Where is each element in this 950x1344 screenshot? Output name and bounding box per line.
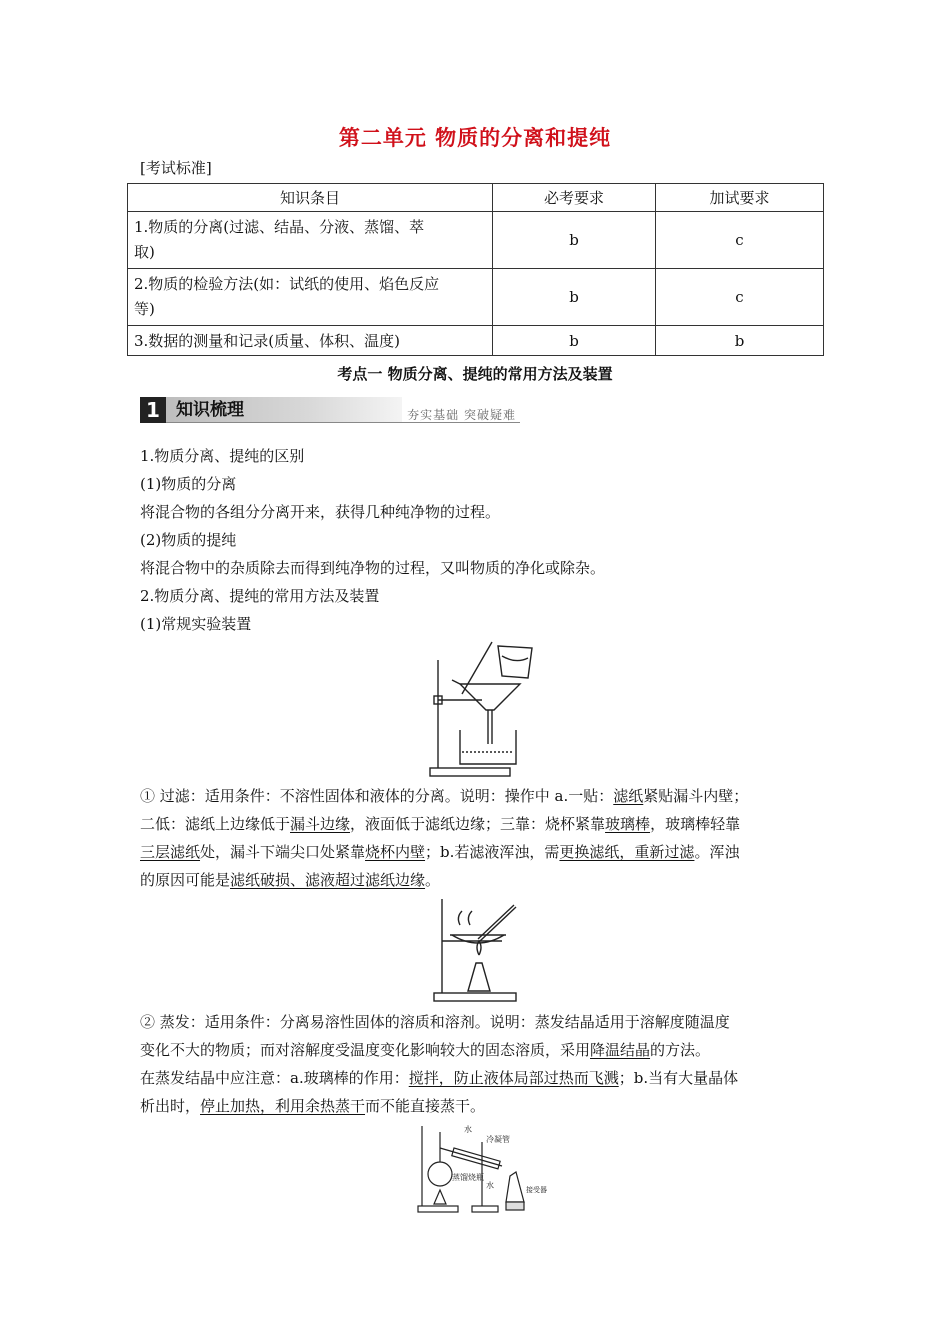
section-banner	[140, 397, 520, 425]
row-item-line1: 1.物质的分离(过滤、结晶、分液、蒸馏、萃	[134, 218, 425, 236]
header-item: 知识条目	[128, 184, 493, 212]
row-required: b	[493, 212, 656, 269]
banner-subtitle: 夯实基础 突破疑难	[407, 408, 516, 422]
row-advanced: c	[656, 269, 824, 326]
row-item-line1: 2.物质的检验方法(如：试纸的使用、焰色反应	[134, 275, 440, 293]
table-row	[128, 326, 824, 356]
answer-blank: 玻璃棒	[605, 815, 651, 833]
distillation-apparatus-figure	[412, 1122, 547, 1214]
answer-blank: 降温结晶	[590, 1041, 651, 1059]
evaporation-paragraph: ② 蒸发：适用条件：分离易溶性固体的溶质和溶剂。说明：蒸发结晶适用于溶解度随温度 变化不大的物质；而对溶解度受温度变化影响较大的固态溶质，采用降温结晶的方法。 在蒸发结晶中应注意：a.玻璃棒的作用：搅拌，防止液体局部过热而飞溅；b.当有大量晶体 析出时，停止加热，利用余热蒸干而不能直接蒸干。	[140, 1013, 739, 1115]
row-item: 3.数据的测量和记录(质量、体积、温度)	[128, 326, 493, 356]
standard-label: [考试标准]	[140, 159, 212, 177]
text-line: 将混合物的各组分分离开来，获得几种纯净物的过程。	[140, 503, 501, 521]
row-required: b	[493, 269, 656, 326]
text-line: 将混合物中的杂质除去而得到纯净物的过程，又叫物质的净化或除杂。	[140, 559, 606, 577]
page-title: 第二单元 物质的分离和提纯	[338, 126, 612, 150]
text-line: 2.物质分离、提纯的常用方法及装置	[140, 587, 380, 605]
text-line: (1)常规实验装置	[140, 615, 252, 633]
answer-blank: 停止加热，利用余热蒸干	[200, 1097, 366, 1115]
table-header-row	[128, 184, 824, 212]
row-required: b	[493, 326, 656, 356]
row-item	[128, 212, 493, 269]
banner-number: 1	[140, 397, 166, 423]
answer-blank: 滤纸	[613, 787, 644, 805]
label-condenser: 冷凝管	[486, 1135, 510, 1144]
row-advanced: c	[656, 212, 824, 269]
filtration-paragraph: ① 过滤：适用条件：不溶性固体和液体的分离。说明：操作中 a.一贴：滤纸紧贴漏斗内壁； 二低：滤纸上边缘低于漏斗边缘，液面低于滤纸边缘；三靠：烧杯紧靠玻璃棒，玻璃棒轻靠 三层滤纸处，漏斗下端尖口处紧靠烧杯内壁；b.若滤液浑浊，需更换滤纸，重新过滤。浑浊 的原因可能是滤纸破损、滤液超过滤纸边缘。	[140, 787, 749, 889]
section-heading: 考点一 物质分离、提纯的常用方法及装置	[337, 365, 613, 383]
answer-blank: 三层滤纸	[140, 843, 201, 861]
table-row	[128, 212, 824, 269]
row-item-line2: 等)	[134, 300, 155, 318]
header-required: 必考要求	[493, 184, 656, 212]
answer-blank: 烧杯内壁	[365, 843, 426, 861]
answer-blank: 更换滤纸，重新过滤	[559, 843, 695, 861]
banner-rule	[166, 422, 520, 423]
text-line: (1)物质的分离	[140, 475, 237, 493]
answer-blank: 漏斗边缘	[290, 815, 351, 833]
text-line: 1.物质分离、提纯的区别	[140, 447, 305, 465]
filtration-apparatus-figure	[420, 640, 540, 780]
row-item-line2: 取)	[134, 243, 155, 261]
label-water-out: 水	[486, 1181, 494, 1190]
label-water-in: 水	[464, 1125, 472, 1134]
answer-blank: 滤纸破损、滤液超过滤纸边缘	[230, 871, 426, 889]
banner-label: 知识梳理	[166, 397, 402, 423]
table-row	[128, 269, 824, 326]
evaporation-apparatus-figure	[430, 895, 530, 1005]
label-receiver: 接受器	[526, 1186, 547, 1194]
row-item	[128, 269, 493, 326]
answer-blank: 搅拌，防止液体局部过热而飞溅	[408, 1069, 619, 1087]
exam-standard-table	[127, 183, 824, 356]
text-line: (2)物质的提纯	[140, 531, 237, 549]
row-advanced: b	[656, 326, 824, 356]
label-distilling-flask: 蒸馏烧瓶	[452, 1173, 484, 1182]
header-advanced: 加试要求	[656, 184, 824, 212]
